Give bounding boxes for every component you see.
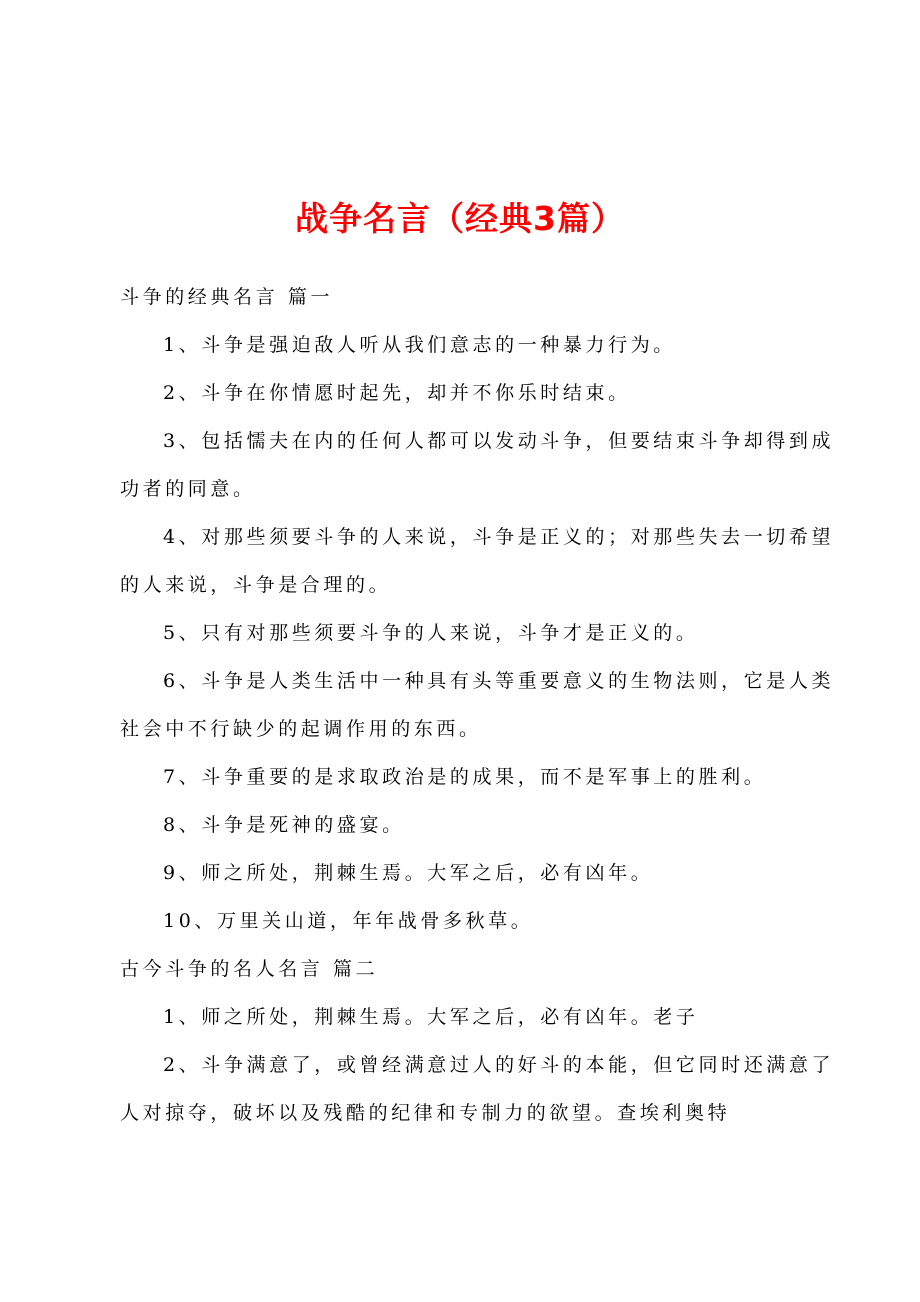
- quote-1-1: 1、斗争是强迫敌人听从我们意志的一种暴力行为。: [163, 334, 676, 356]
- quote-1-3: 3、包括懦夫在内的任何人都可以发动斗争，但要结束斗争却得到成: [163, 430, 835, 452]
- quote-1-5: 5、只有对那些须要斗争的人来说，斗争才是正义的。: [163, 622, 699, 644]
- section-heading-2: 古今斗争的名人名言 篇二: [120, 958, 379, 980]
- quote-1-4-cont: 的人来说，斗争是合理的。: [120, 574, 392, 596]
- quote-2-2: 2、斗争满意了，或曾经满意过人的好斗的本能，但它同时还满意了: [163, 1054, 835, 1076]
- section-heading-1: 斗争的经典名言 篇一: [120, 286, 334, 308]
- quote-1-6-cont: 社会中不行缺少的起调作用的东西。: [120, 718, 482, 740]
- quote-1-2: 2、斗争在你情愿时起先，却并不你乐时结束。: [163, 382, 631, 404]
- quote-1-8: 8、斗争是死神的盛宴。: [163, 814, 405, 836]
- quote-2-2-cont: 人对掠夺，破坏以及残酷的纪律和专制力的欲望。查埃利奥特: [120, 1102, 731, 1124]
- document-title: 战争名言（经典3篇）: [295, 199, 625, 238]
- quote-1-4: 4、对那些须要斗争的人来说，斗争是正义的；对那些失去一切希望: [163, 526, 835, 548]
- quote-1-3-cont: 功者的同意。: [120, 478, 256, 500]
- quote-1-9: 9、师之所处，荆棘生焉。大军之后，必有凶年。: [163, 862, 654, 884]
- quote-1-10: 10、万里关山道，年年战骨多秋草。: [163, 910, 534, 932]
- quote-1-7: 7、斗争重要的是求取政治是的成果，而不是军事上的胜利。: [163, 766, 767, 788]
- quote-1-6: 6、斗争是人类生活中一种具有头等重要意义的生物法则，它是人类: [163, 670, 835, 692]
- quote-2-1: 1、师之所处，荆棘生焉。大军之后，必有凶年。老子: [163, 1006, 699, 1028]
